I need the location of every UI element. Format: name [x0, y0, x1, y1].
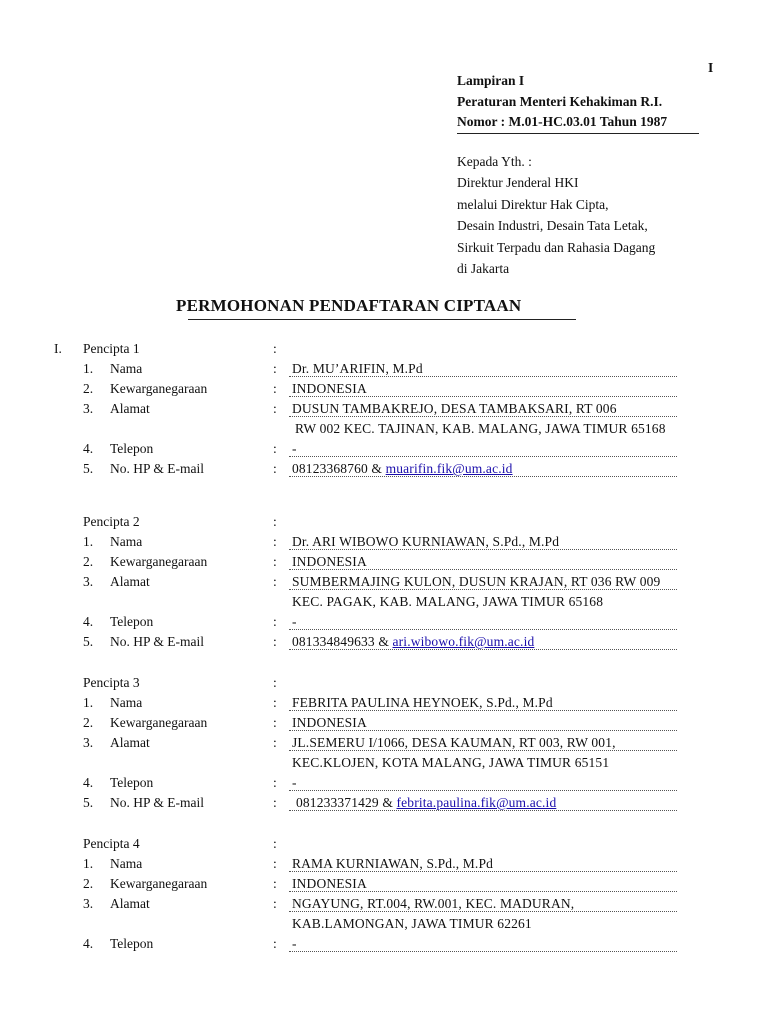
header-rule: [457, 133, 699, 134]
dotted-line: [289, 951, 677, 952]
pencipta-2-heading: Pencipta 2: [83, 514, 140, 529]
label-hp-email: No. HP & E-mail: [110, 634, 204, 649]
item-number: 3.: [83, 574, 94, 589]
item-number: 4.: [83, 936, 94, 951]
dotted-line: [289, 810, 677, 811]
colon: :: [273, 695, 277, 710]
label-hp-email: No. HP & E-mail: [110, 795, 204, 810]
pencipta-1-email-link[interactable]: muarifin.fik@um.ac.id: [385, 461, 513, 476]
colon: :: [273, 896, 277, 911]
pencipta-1-heading: Pencipta 1: [83, 341, 140, 356]
pencipta-3-telepon: -: [292, 775, 297, 790]
item-number: 5.: [83, 461, 94, 476]
dotted-line: [289, 871, 677, 872]
pencipta-3-alamat-line-1: JL.SEMERU I/1066, DESA KAUMAN, RT 003, RW 001,: [292, 735, 616, 750]
pencipta-3-alamat-line-2: KEC.KLOJEN, KOTA MALANG, JAWA TIMUR 65151: [292, 755, 610, 770]
pencipta-2-alamat-line-1: SUMBERMAJING KULON, DUSUN KRAJAN, RT 036 RW 009: [292, 574, 661, 589]
header-line-lampiran: Lampiran I: [457, 73, 525, 88]
colon: :: [273, 795, 277, 810]
addressee-line-1: Kepada Yth. :: [457, 154, 532, 169]
pencipta-4-telepon: -: [292, 936, 297, 951]
pencipta-4-nama: RAMA KURNIAWAN, S.Pd., M.Pd: [292, 856, 493, 871]
dotted-line: [289, 790, 677, 791]
pencipta-1-alamat-line-1: DUSUN TAMBAKREJO, DESA TAMBAKSARI, RT 006: [292, 401, 617, 416]
item-number: 3.: [83, 896, 94, 911]
item-number: 2.: [83, 876, 94, 891]
label-hp-email: No. HP & E-mail: [110, 461, 204, 476]
label-kewarganegaraan: Kewarganegaraan: [110, 381, 208, 396]
pencipta-2-hp: 081334849633 &: [292, 634, 389, 649]
dotted-line: [289, 396, 677, 397]
pencipta-4-alamat-line-2: KAB.LAMONGAN, JAWA TIMUR 62261: [292, 916, 532, 931]
colon: :: [273, 735, 277, 750]
dotted-line: [289, 456, 677, 457]
item-number: 2.: [83, 715, 94, 730]
colon: :: [273, 675, 277, 690]
colon: :: [273, 936, 277, 951]
colon: :: [273, 381, 277, 396]
label-telepon: Telepon: [110, 936, 154, 951]
colon: :: [273, 775, 277, 790]
item-number: 4.: [83, 775, 94, 790]
item-number: 2.: [83, 554, 94, 569]
pencipta-1-heading-row: [0, 339, 768, 359]
pencipta-1-alamat-row-2: [0, 419, 768, 439]
label-nama: Nama: [110, 361, 143, 376]
pencipta-1-telepon: -: [292, 441, 297, 456]
pencipta-2-heading-row: [0, 512, 768, 532]
label-alamat: Alamat: [110, 896, 150, 911]
pencipta-4-heading-row: [0, 834, 768, 854]
pencipta-1-nama: Dr. MU’ARIFIN, M.Pd: [292, 361, 423, 376]
pencipta-3-nama: FEBRITA PAULINA HEYNOEK, S.Pd., M.Pd: [292, 695, 553, 710]
item-number: 3.: [83, 401, 94, 416]
pencipta-2-telepon: -: [292, 614, 297, 629]
dotted-line: [289, 750, 677, 751]
header-line-nomor: Nomor : M.01-HC.03.01 Tahun 1987: [457, 114, 668, 129]
pencipta-4-kewarganegaraan: INDONESIA: [292, 876, 367, 891]
pencipta-2-alamat-line-2: KEC. PAGAK, KAB. MALANG, JAWA TIMUR 65168: [292, 594, 604, 609]
item-number: 3.: [83, 735, 94, 750]
addressee-line-4: Desain Industri, Desain Tata Letak,: [457, 218, 648, 233]
label-alamat: Alamat: [110, 735, 150, 750]
label-alamat: Alamat: [110, 574, 150, 589]
dotted-line: [289, 891, 677, 892]
label-telepon: Telepon: [110, 441, 154, 456]
colon: :: [273, 441, 277, 456]
colon: :: [273, 715, 277, 730]
pencipta-3-kewarganegaraan: INDONESIA: [292, 715, 367, 730]
item-number: 4.: [83, 614, 94, 629]
label-nama: Nama: [110, 695, 143, 710]
colon: :: [273, 361, 277, 376]
dotted-line: [289, 569, 677, 570]
pencipta-3-heading: Pencipta 3: [83, 675, 140, 690]
pencipta-2-email-link[interactable]: ari.wibowo.fik@um.ac.id: [392, 634, 535, 649]
title-underline: [188, 319, 576, 320]
label-telepon: Telepon: [110, 614, 154, 629]
dotted-line: [289, 730, 677, 731]
colon: :: [273, 836, 277, 851]
addressee-line-6: di Jakarta: [457, 261, 510, 276]
item-number: 1.: [83, 361, 94, 376]
dotted-line: [289, 629, 677, 630]
label-kewarganegaraan: Kewarganegaraan: [110, 876, 208, 891]
item-number: 1.: [83, 856, 94, 871]
label-nama: Nama: [110, 534, 143, 549]
colon: :: [273, 554, 277, 569]
label-kewarganegaraan: Kewarganegaraan: [110, 554, 208, 569]
item-number: 5.: [83, 634, 94, 649]
section-number: I.: [54, 341, 62, 356]
pencipta-3-email-link[interactable]: febrita.paulina.fik@um.ac.id: [396, 795, 557, 810]
dotted-line: [289, 476, 677, 477]
dotted-line: [289, 589, 677, 590]
label-kewarganegaraan: Kewarganegaraan: [110, 715, 208, 730]
item-number: 1.: [83, 695, 94, 710]
pencipta-4-heading: Pencipta 4: [83, 836, 140, 851]
item-number: 1.: [83, 534, 94, 549]
label-alamat: Alamat: [110, 401, 150, 416]
pencipta-2-alamat-row-2: [0, 592, 768, 612]
label-telepon: Telepon: [110, 775, 154, 790]
colon: :: [273, 514, 277, 529]
pencipta-3-heading-row: [0, 673, 768, 693]
pencipta-3-hp: 081233371429 &: [296, 795, 393, 810]
header-line-peraturan: Peraturan Menteri Kehakiman R.I.: [457, 94, 663, 109]
item-number: 5.: [83, 795, 94, 810]
pencipta-1-hp: 08123368760 &: [292, 461, 383, 476]
dotted-line: [289, 376, 677, 377]
addressee-line-2: Direktur Jenderal HKI: [457, 175, 579, 190]
pencipta-1-kewarganegaraan: INDONESIA: [292, 381, 367, 396]
colon: :: [273, 461, 277, 476]
pencipta-2-nama: Dr. ARI WIBOWO KURNIAWAN, S.Pd., M.Pd: [292, 534, 560, 549]
label-nama: Nama: [110, 856, 143, 871]
pencipta-4-alamat-row-2: [0, 914, 768, 934]
dotted-line: [289, 416, 677, 417]
colon: :: [273, 534, 277, 549]
dotted-line: [289, 649, 677, 650]
item-number: 2.: [83, 381, 94, 396]
colon: :: [273, 341, 277, 356]
colon: :: [273, 574, 277, 589]
colon: :: [273, 856, 277, 871]
pencipta-3-alamat-row-2: [0, 753, 768, 773]
addressee-line-5: Sirkuit Terpadu dan Rahasia Dagang: [457, 240, 656, 255]
addressee-line-3: melalui Direktur Hak Cipta,: [457, 197, 609, 212]
page-marker: I: [708, 60, 714, 75]
item-number: 4.: [83, 441, 94, 456]
pencipta-1-alamat-line-2: RW 002 KEC. TAJINAN, KAB. MALANG, JAWA TIMUR 65168: [295, 421, 666, 436]
pencipta-2-kewarganegaraan: INDONESIA: [292, 554, 367, 569]
document-title: PERMOHONAN PENDAFTARAN CIPTAAN: [176, 296, 522, 315]
colon: :: [273, 401, 277, 416]
colon: :: [273, 614, 277, 629]
dotted-line: [289, 911, 677, 912]
colon: :: [273, 634, 277, 649]
colon: :: [273, 876, 277, 891]
pencipta-4-alamat-line-1: NGAYUNG, RT.004, RW.001, KEC. MADURAN,: [292, 896, 575, 911]
dotted-line: [289, 710, 677, 711]
dotted-line: [289, 549, 677, 550]
